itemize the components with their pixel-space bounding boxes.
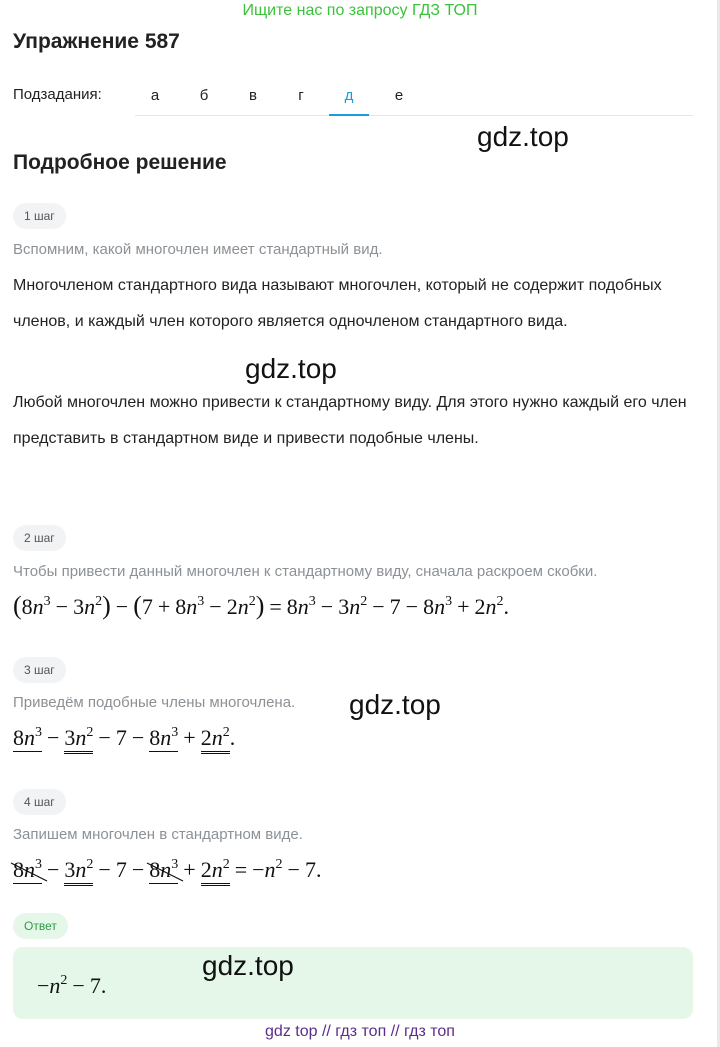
watermark: gdz.top xyxy=(349,689,441,720)
subtasks-label: Подзадания: xyxy=(13,86,102,103)
promo-banner[interactable]: Ищите нас по запросу ГДЗ ТОП xyxy=(242,2,478,19)
step-2-hint: Чтобы привести данный многочлен к стандартному виду, сначала раскроем скобки. xyxy=(13,563,598,580)
section-title: Подробное решение xyxy=(13,151,227,174)
subtask-tab-g[interactable]: г xyxy=(298,87,304,104)
watermark: gdz.top xyxy=(245,353,337,384)
strike-mark xyxy=(145,859,185,885)
step-1-hint: Вспомним, какой многочлен имеет стандартный вид. xyxy=(13,241,383,258)
step-1-paragraph-1: Многочленом стандартного вида называют многочлен, который не содержит подобных членов, и каждый член которого является одночленом стандартного вида. xyxy=(13,277,662,330)
subtask-tab-b[interactable]: б xyxy=(199,87,209,104)
exercise-title: Упражнение 587 xyxy=(13,30,180,53)
step-3-formula: $8n^3 - 3n^2 - 7 - 8n^3 + 2n^2$. xyxy=(13,723,235,757)
step-4-hint: Запишем многочлен в стандартном виде. xyxy=(13,826,303,843)
step-4-formula: $8n^3$ − $3n^2 - 7 - 8n^3$ + $2n^2 = -n^2 - 7$. xyxy=(13,855,321,889)
subtask-tab-e[interactable]: е xyxy=(394,87,404,104)
answer-badge: Ответ xyxy=(13,913,68,939)
watermark: gdz.top xyxy=(202,950,294,981)
subtask-tab-d[interactable]: д xyxy=(329,84,369,116)
subtask-tab-a[interactable]: а xyxy=(150,87,160,104)
step-3-badge: 3 шаг xyxy=(13,657,66,683)
step-2-formula: $(8n^3 - 3n^2) - (7 + 8n^3 - 2n^2) = 8n^3 - 3n^2 - 7 - 8n^3 + 2n^2$. xyxy=(13,591,509,620)
answer-formula: $-n^2 - 7$. xyxy=(37,973,107,998)
strike-mark xyxy=(9,859,49,885)
step-3-hint: Приведём подобные члены многочлена. xyxy=(13,694,296,711)
watermark: gdz.top xyxy=(477,121,569,152)
footer-links[interactable]: gdz top // гдз топ // гдз топ xyxy=(265,1023,455,1040)
step-2-badge: 2 шаг xyxy=(13,525,66,551)
subtask-tab-v[interactable]: в xyxy=(249,87,257,104)
step-4-badge: 4 шаг xyxy=(13,789,66,815)
step-1-badge: 1 шаг xyxy=(13,203,66,229)
subtasks-nav xyxy=(13,84,693,116)
answer-box xyxy=(13,947,693,1019)
step-1-paragraph-2: Любой многочлен можно привести к стандартному виду. Для этого нужно каждый его член представить в стандартном виде и привести подобные члены. xyxy=(13,394,687,447)
